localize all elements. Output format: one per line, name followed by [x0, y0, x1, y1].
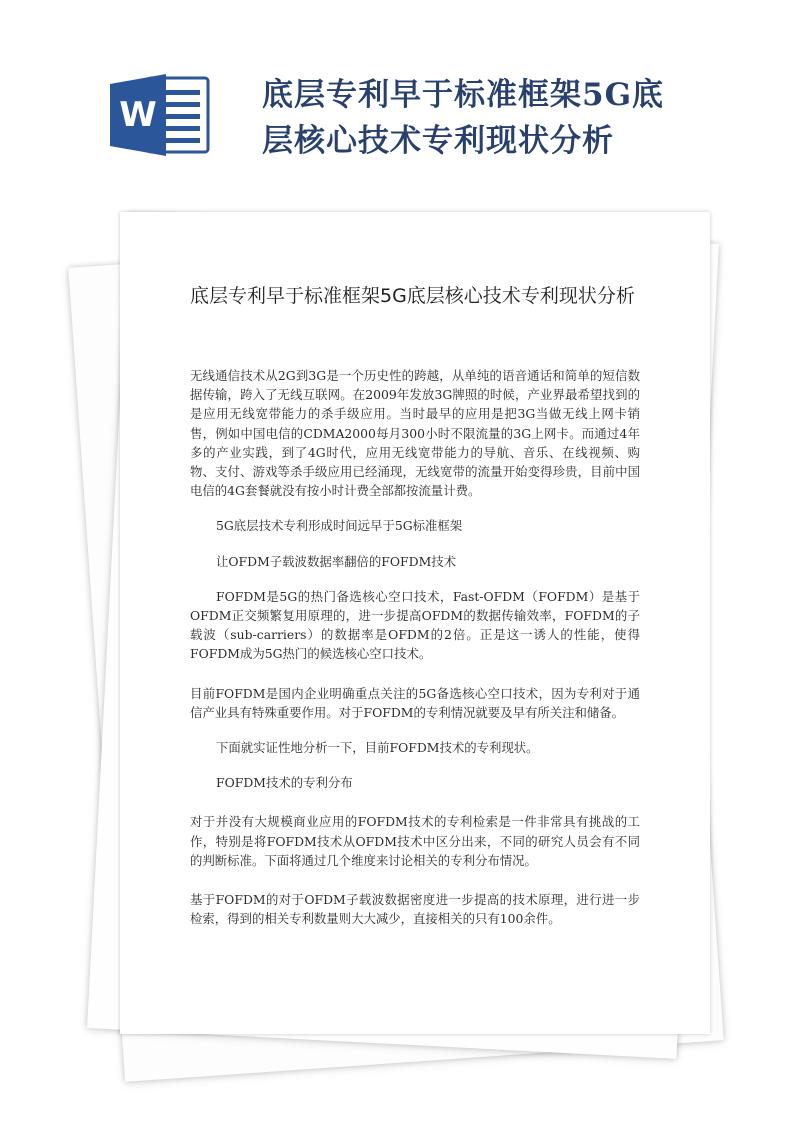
paragraph-domestic-focus: 目前FOFDM是国内企业明确重点关注的5G备选核心空口技术，因为专利对于通信产业具有特殊重要作用。对于FOFDM的专利情况就要及早有所关注和储备。 — [190, 685, 640, 720]
section-heading-patent-distribution: FOFDM技术的专利分布 — [216, 775, 353, 791]
document-body — [190, 280, 640, 944]
paragraph-search-challenge: 对于并没有大规模商业应用的FOFDM技术的专利检索是一件非常具有挑战的工作，特别是将FOFDM技术从OFDM技术中区分出来，不同的研究人员会有不同的判断标准。下面将通过几个维度来讨论相关的专利分布情况。 — [190, 814, 640, 868]
page-title: 底层专利早于标准框架5G底层核心技术专利现状分析 — [262, 77, 665, 159]
section-heading-fofdm: 让OFDM子载波数据率翻倍的FOFDM技术 — [216, 553, 457, 569]
paragraph-patent-count: 基于FOFDM的对于OFDM子载波数据密度进一步提高的技术原理，进行进一步检索，得到的相关专利数量则大大减少，直接相关的只有100余件。 — [190, 892, 640, 927]
section-heading-patent-timeline: 5G底层技术专利形成时间远早于5G标准框架 — [216, 518, 463, 534]
svg-text:W: W — [119, 95, 157, 135]
document-title: 底层专利早于标准框架5G底层核心技术专利现状分析 — [190, 285, 635, 307]
paragraph-analysis-intro: 下面就实证性地分析一下，目前FOFDM技术的专利现状。 — [216, 740, 539, 756]
paragraph-intro: 无线通信技术从2G到3G是一个历史性的跨越，从单纯的语音通话和简单的短信数据传输，跨入了无线互联网。在2009年发放3G牌照的时候，产业界最希望找到的是应用无线宽带能力的杀手级应用。当时最早的应用是把3G当做无线上网卡销售，例如中国电信的CDMA2000每月300小时不限流量的3G上网卡。而通过4年多的产业实践，到了4G时代，应用无线宽带能力的导航、音乐、在线视频、购物、支付、游戏等杀手级应用已经涌现，无线宽带的流量开始变得珍贵，目前中国电信的4G套餐就没有按小时计费全部都按流量计费。 — [190, 368, 640, 499]
paragraph-fofdm-description: FOFDM是5G的热门备选核心空口技术，Fast-OFDM（FOFDM）是基于OFDM正交频繁复用原理的，进一步提高OFDM的数据传输效率，FOFDM的子载波（sub-carriers）的数据率是OFDM的2倍。正是这一诱人的性能，使得FOFDM成为5G热门的候选核心空口技术。 — [190, 588, 640, 662]
